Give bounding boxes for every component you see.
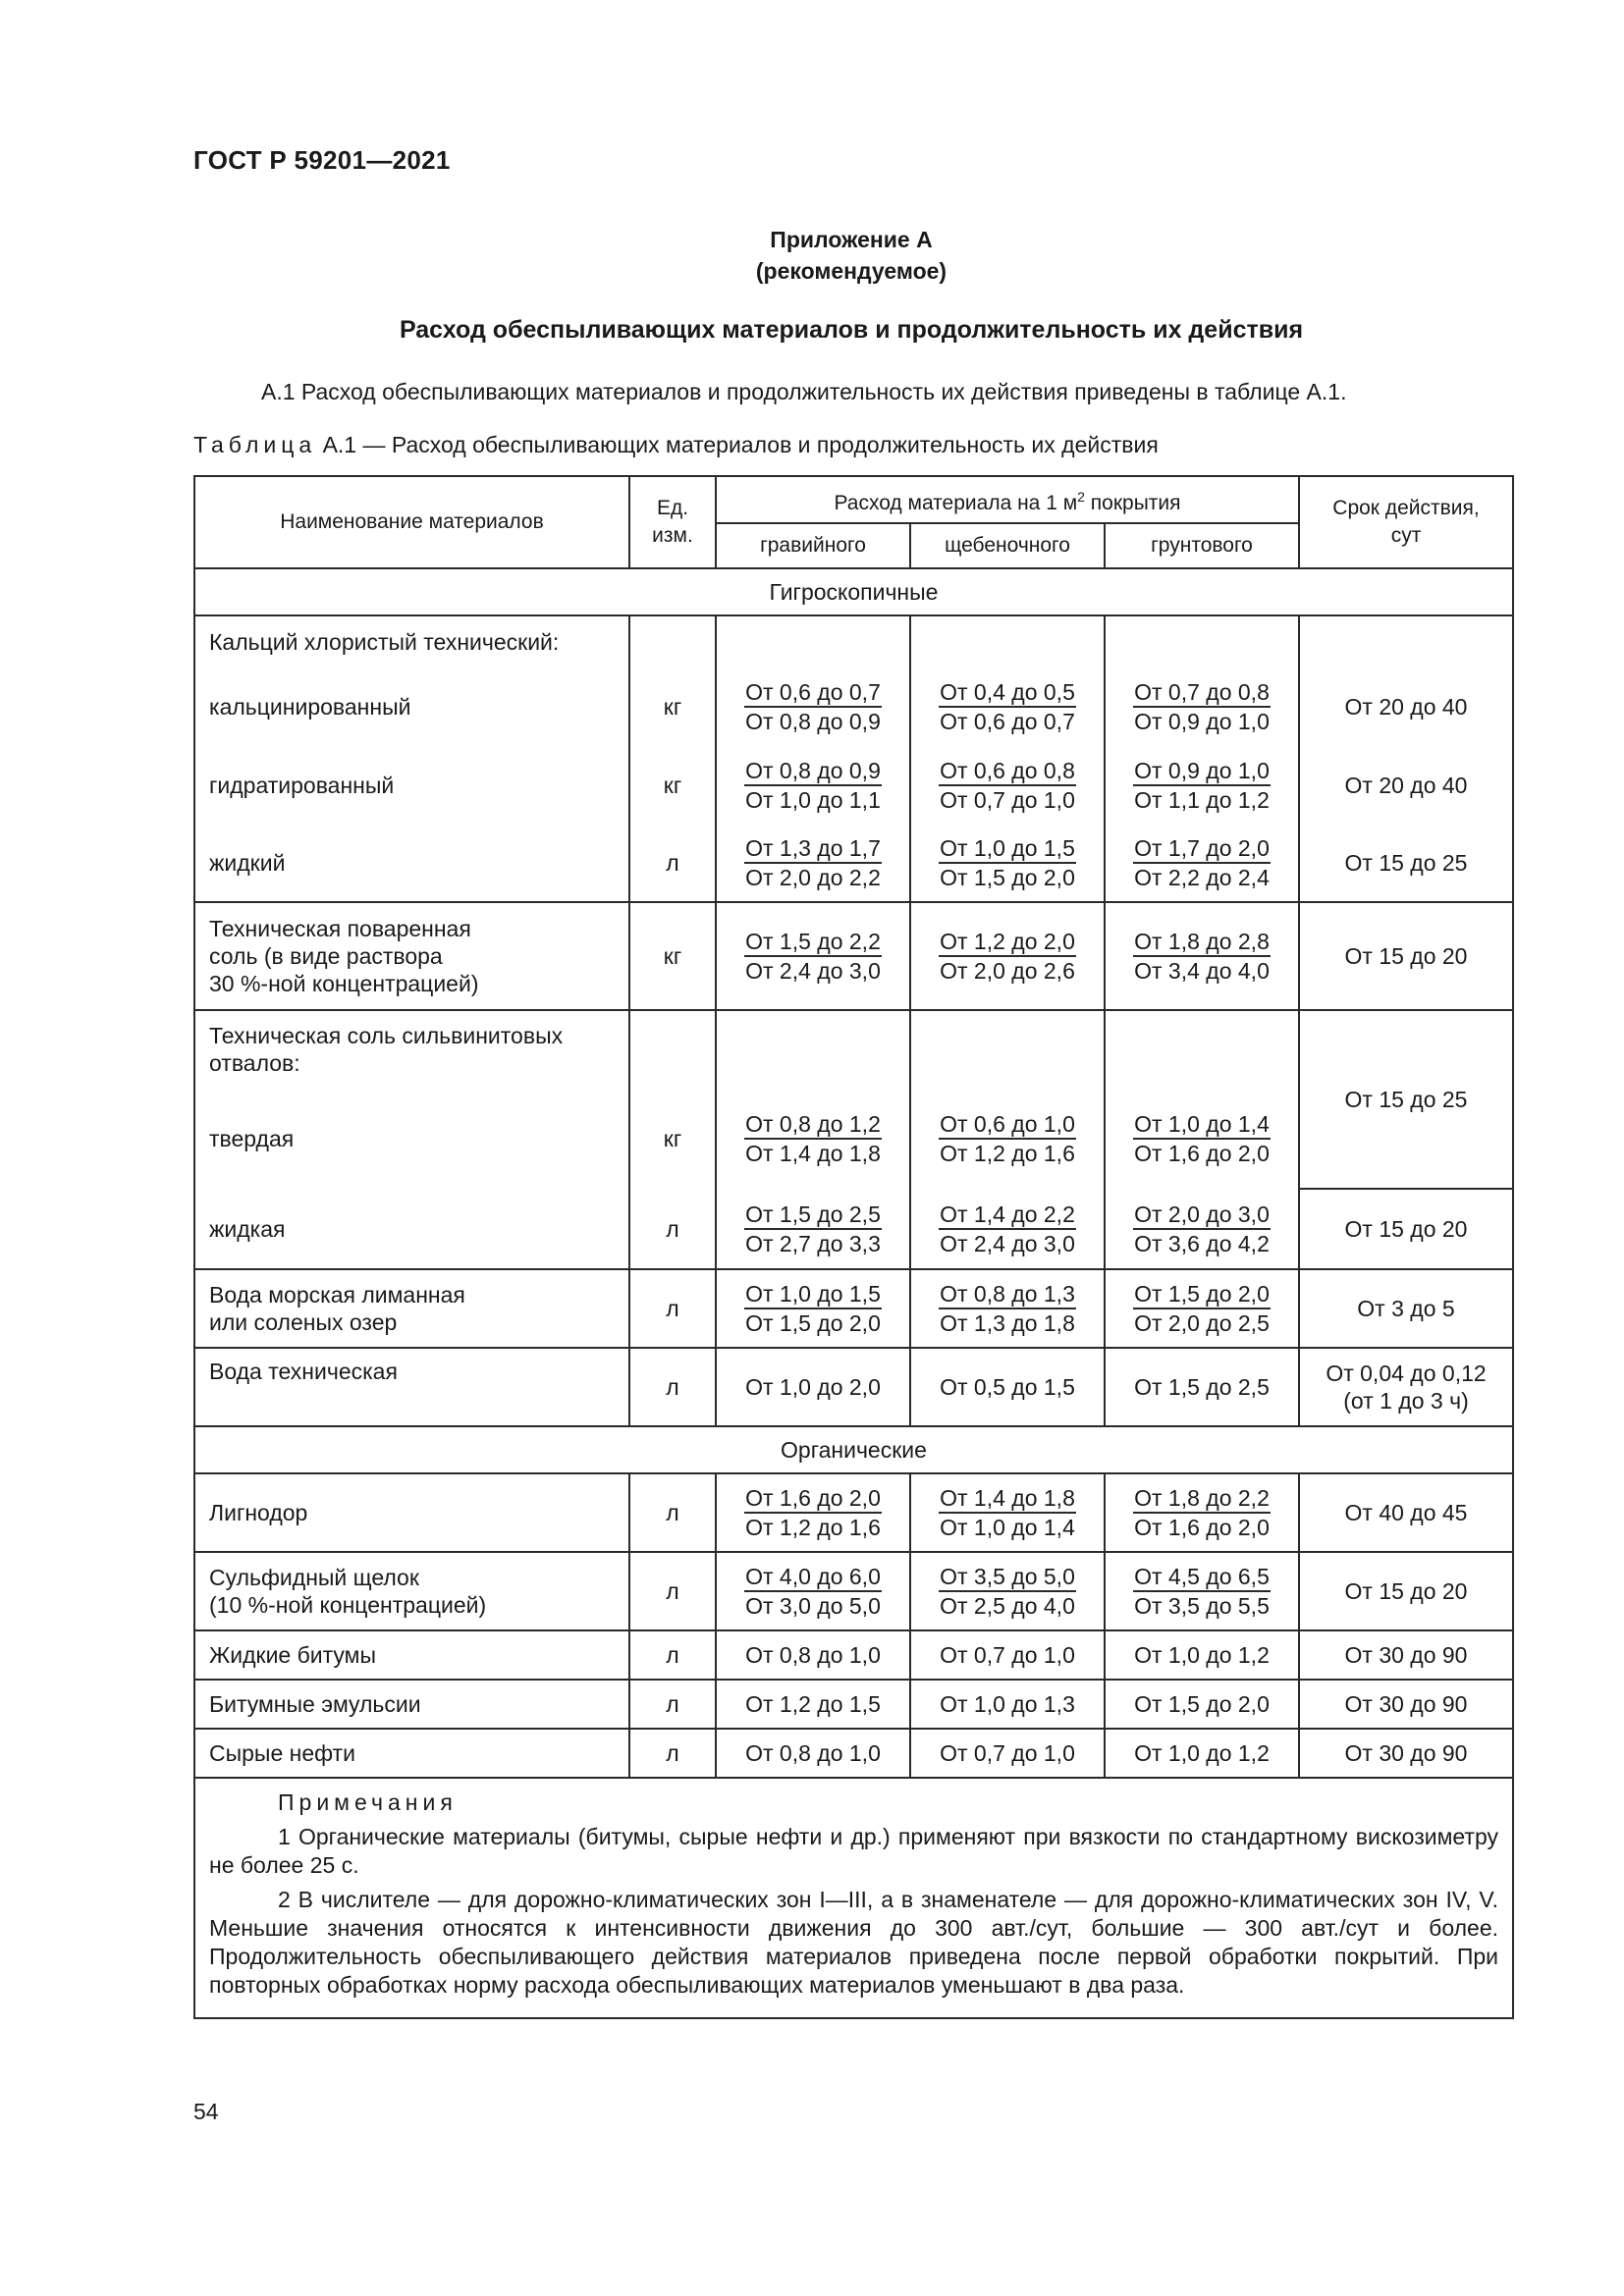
- gravel-cell: От 1,2 до 1,5: [716, 1680, 910, 1729]
- material-name: Вода морская лиманная или соленых озер: [194, 1269, 629, 1348]
- unit-value: л: [666, 849, 679, 876]
- header-duration: Срок действия, сут: [1299, 476, 1513, 568]
- fraction: $\frac{От 1,7 до 2,0}{От 2,2 до 2,4}$: [1134, 835, 1270, 890]
- duration-value: От 15 до 25: [1344, 849, 1468, 876]
- unit-value: кг: [663, 693, 682, 720]
- material-subname: твердая: [209, 1126, 295, 1151]
- unit-cell: [629, 1010, 716, 1269]
- section-row-organic: [194, 1426, 1513, 1473]
- duration-cell: От 0,04 до 0,12 (от 1 до 3 ч): [1299, 1348, 1513, 1426]
- unit-cell: [629, 615, 716, 902]
- table-row-calcium: [194, 615, 1513, 902]
- unit-cell: л: [629, 1680, 716, 1729]
- fraction: $\frac{От 0,7 до 0,8}{От 0,9 до 1,0}$: [1134, 679, 1270, 734]
- appendix-heading: [0, 224, 1624, 287]
- fraction: $\frac{От 4,0 до 6,0}{От 3,0 до 5,0}$: [745, 1564, 881, 1619]
- table-caption-prefix: Таблица: [193, 432, 317, 457]
- duration-cell: От 3 до 5: [1299, 1269, 1513, 1348]
- fraction: $\frac{От 1,8 до 2,2}{От 1,6 до 2,0}$: [1134, 1485, 1270, 1540]
- header-consumption: Расход материала на 1 $м^2$ покрытия: [716, 476, 1299, 523]
- gravel-cell: [716, 615, 910, 902]
- header-unit: Ед. изм.: [629, 476, 716, 568]
- soil-cell: [1105, 1010, 1299, 1269]
- fraction: $\frac{От 1,0 до 1,4}{От 1,6 до 2,0}$: [1134, 1111, 1270, 1166]
- duration-value: От 15 до 25: [1300, 1011, 1512, 1190]
- duration-value: От 20 до 40: [1344, 772, 1468, 798]
- unit-value: кг: [663, 1125, 682, 1151]
- material-group-title: Кальций хлористый технический:: [209, 628, 560, 655]
- gravel-cell: [716, 902, 910, 1010]
- fraction: $\frac{От 0,8 до 1,3}{От 1,3 до 1,8}$: [940, 1281, 1075, 1336]
- crushed-cell: [910, 1473, 1105, 1552]
- section-title: Расход обеспыливающих материалов и продолжительность их действия: [399, 316, 1304, 344]
- gravel-cell: От 0,8 до 1,0: [716, 1630, 910, 1680]
- crushed-cell: [910, 902, 1105, 1010]
- fraction: $\frac{От 0,9 до 1,0}{От 1,1 до 1,2}$: [1134, 758, 1270, 813]
- fraction: $\frac{От 0,6 до 0,8}{От 0,7 до 1,0}$: [940, 758, 1075, 813]
- duration-cell: От 15 до 20: [1299, 1552, 1513, 1630]
- material-name: Сырые нефти: [194, 1729, 629, 1778]
- fraction: $\frac{От 1,5 до 2,5}{От 2,7 до 3,3}$: [745, 1201, 881, 1256]
- header-row: [194, 476, 1513, 523]
- header-gravel: гравийного: [716, 523, 910, 568]
- fraction: $\frac{От 1,4 до 2,2}{От 2,4 до 3,0}$: [940, 1201, 1075, 1256]
- fraction: $\frac{От 1,2 до 2,0}{От 2,0 до 2,6}$: [940, 929, 1075, 984]
- table-caption-text: А.1 — Расход обеспыливающих материалов и продолжительность их действия: [316, 432, 1159, 457]
- section-row-hygroscopic: [194, 568, 1513, 615]
- material-name: [194, 1010, 629, 1269]
- fraction: $\frac{От 1,4 до 1,8}{От 1,0 до 1,4}$: [940, 1485, 1075, 1540]
- header-crushed: щебеночного: [910, 523, 1105, 568]
- soil-cell: [1105, 1552, 1299, 1630]
- fraction: $\frac{От 0,6 до 0,7}{От 0,8 до 0,9}$: [745, 679, 881, 734]
- appendix-subtitle: (рекомендуемое): [755, 258, 947, 284]
- gravel-cell: [716, 1269, 910, 1348]
- material-subname: жидкий: [209, 849, 286, 876]
- table-row-crude: [194, 1729, 1513, 1778]
- material-name: Битумные эмульсии: [194, 1680, 629, 1729]
- page-number: 54: [193, 2099, 219, 2124]
- duration-cell: От 15 до 20: [1299, 902, 1513, 1010]
- duration-cell: От 30 до 90: [1299, 1630, 1513, 1680]
- fraction: $\frac{От 1,5 до 2,2}{От 2,4 до 3,0}$: [745, 929, 881, 984]
- crushed-cell: От 0,5 до 1,5: [910, 1348, 1105, 1426]
- notes-cell: [194, 1778, 1513, 2018]
- crushed-cell: [910, 1269, 1105, 1348]
- header-soil: грунтового: [1105, 523, 1299, 568]
- table-row-emulsion: [194, 1680, 1513, 1729]
- gravel-cell: [716, 1010, 910, 1269]
- soil-cell: [1105, 902, 1299, 1010]
- fraction: $\frac{От 0,8 до 1,2}{От 1,4 до 1,8}$: [745, 1111, 881, 1166]
- section-label: Органические: [194, 1426, 1513, 1473]
- table-row-sylvinite: [194, 1010, 1513, 1269]
- notes-title: Примечания: [278, 1789, 458, 1815]
- unit-cell: л: [629, 1269, 716, 1348]
- crushed-cell: От 1,0 до 1,3: [910, 1680, 1105, 1729]
- notes-row: [194, 1778, 1513, 2018]
- unit-cell: л: [629, 1348, 716, 1426]
- fraction: $\frac{От 1,3 до 1,7}{От 2,0 до 2,2}$: [745, 835, 881, 890]
- duration-cell: От 40 до 45: [1299, 1473, 1513, 1552]
- fraction: $\frac{От 1,6 до 2,0}{От 1,2 до 1,6}$: [745, 1485, 881, 1540]
- soil-cell: [1105, 615, 1299, 902]
- duration-cell: [1299, 615, 1513, 902]
- gravel-cell: От 0,8 до 1,0: [716, 1729, 910, 1778]
- fraction: $\frac{От 1,0 до 1,5}{От 1,5 до 2,0}$: [940, 835, 1075, 890]
- table-row-salt: [194, 902, 1513, 1010]
- material-subname: кальцинированный: [209, 693, 411, 720]
- table-caption: [193, 432, 1159, 458]
- consumption-table: [193, 475, 1514, 2019]
- fraction: $\frac{От 0,8 до 0,9}{От 1,0 до 1,1}$: [745, 758, 881, 813]
- gravel-cell: От 1,0 до 2,0: [716, 1348, 910, 1426]
- material-name: Сульфидный щелок (10 %-ной концентрацией): [194, 1552, 629, 1630]
- fraction: $\frac{От 1,5 до 2,0}{От 2,0 до 2,5}$: [1134, 1281, 1270, 1336]
- unit-value: кг: [663, 772, 682, 798]
- note-2: 2 В числителе — для дорожно-климатических зон I—III, а в знаменателе — для дорожно-климатических зон IV, V. Меньшие значения относятся к интенсивности движения до 300 авт./сут, большие — 300 авт./сут и более. Продолжительность обеспыливающего действия материалов приведена после первой обработки покрытий. При повторных обработках норму расхода обеспыливающих материалов уменьшают в два раза.: [209, 1887, 1498, 1998]
- appendix-title: Приложение А: [770, 227, 933, 252]
- header-name: Наименование материалов: [194, 476, 629, 568]
- fraction: $\frac{От 3,5 до 5,0}{От 2,5 до 4,0}$: [940, 1564, 1075, 1619]
- material-name: Жидкие битумы: [194, 1630, 629, 1680]
- duration-cell: [1299, 1010, 1513, 1269]
- fraction: $\frac{От 0,4 до 0,5}{От 0,6 до 0,7}$: [940, 679, 1075, 734]
- material-name: Вода техническая: [194, 1348, 629, 1426]
- gravel-cell: [716, 1473, 910, 1552]
- fraction: $\frac{От 2,0 до 3,0}{От 3,6 до 4,2}$: [1134, 1201, 1270, 1256]
- material-subname: гидратированный: [209, 772, 395, 798]
- soil-cell: От 1,0 до 1,2: [1105, 1630, 1299, 1680]
- duration-cell: От 30 до 90: [1299, 1680, 1513, 1729]
- gravel-cell: [716, 1552, 910, 1630]
- duration-value: От 15 до 20: [1344, 1215, 1468, 1242]
- crushed-cell: [910, 1552, 1105, 1630]
- material-name: [194, 615, 629, 902]
- fraction: $\frac{От 1,8 до 2,8}{От 3,4 до 4,0}$: [1134, 929, 1270, 984]
- crushed-cell: От 0,7 до 1,0: [910, 1630, 1105, 1680]
- fraction: $\frac{От 0,6 до 1,0}{От 1,2 до 1,6}$: [940, 1111, 1075, 1166]
- table-row-sulfide: [194, 1552, 1513, 1630]
- crushed-cell: [910, 1010, 1105, 1269]
- fraction: $\frac{От 4,5 до 6,5}{От 3,5 до 5,5}$: [1134, 1564, 1270, 1619]
- duration-cell: От 30 до 90: [1299, 1729, 1513, 1778]
- document-code: ГОСТ Р 59201—2021: [193, 145, 451, 175]
- material-group-title: Техническая соль сильвинитовых отвалов:: [209, 1023, 564, 1076]
- duration-value: От 20 до 40: [1344, 693, 1468, 720]
- material-name: Техническая поваренная соль (в виде раствора 30 %-ной концентрацией): [194, 902, 629, 1010]
- unit-cell: кг: [629, 902, 716, 1010]
- unit-cell: л: [629, 1473, 716, 1552]
- soil-cell: [1105, 1269, 1299, 1348]
- table-row-bitumen: [194, 1630, 1513, 1680]
- intro-paragraph: А.1 Расход обеспыливающих материалов и продолжительность их действия приведены в таблице А.1.: [261, 379, 1347, 404]
- table-row-seawater: [194, 1269, 1513, 1348]
- unit-cell: л: [629, 1630, 716, 1680]
- crushed-cell: От 0,7 до 1,0: [910, 1729, 1105, 1778]
- unit-value: л: [666, 1215, 679, 1242]
- fraction: $\frac{От 1,0 до 1,5}{От 1,5 до 2,0}$: [745, 1281, 881, 1336]
- unit-cell: л: [629, 1729, 716, 1778]
- table-row-techwater: [194, 1348, 1513, 1426]
- soil-cell: От 1,5 до 2,0: [1105, 1680, 1299, 1729]
- unit-cell: л: [629, 1552, 716, 1630]
- material-name: Лигнодор: [194, 1473, 629, 1552]
- soil-cell: От 1,5 до 2,5: [1105, 1348, 1299, 1426]
- soil-cell: От 1,0 до 1,2: [1105, 1729, 1299, 1778]
- table-row-lignodor: [194, 1473, 1513, 1552]
- material-subname: жидкая: [209, 1216, 286, 1242]
- note-1: 1 Органические материалы (битумы, сырые нефти и др.) применяют при вязкости по стандартному вискозиметру не более 25 с.: [209, 1824, 1498, 1878]
- section-label: Гигроскопичные: [194, 568, 1513, 615]
- soil-cell: [1105, 1473, 1299, 1552]
- crushed-cell: [910, 615, 1105, 902]
